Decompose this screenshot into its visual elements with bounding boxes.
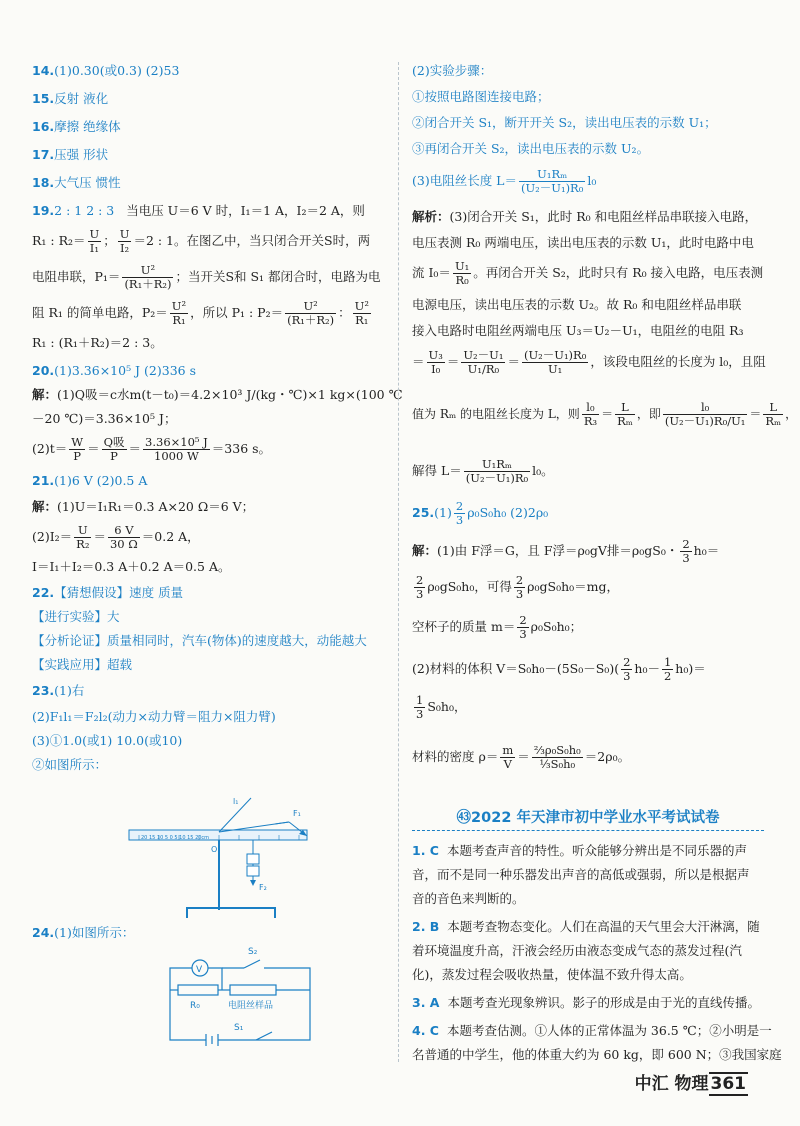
section-rule: [412, 830, 764, 831]
mc-1-line3: 音的音色来判断的。: [412, 891, 525, 906]
circuit-voltmeter: V: [196, 965, 203, 975]
answer-17: 17.压强 形状: [32, 147, 109, 162]
answer-20-sol1: 解：(1)Q吸＝c水m(t－t₀)＝4.2×10³ J/(kg・℃)×1 kg×(100 ℃: [32, 387, 403, 402]
answer-24-step1: ①按照电路图连接电路；: [412, 89, 550, 104]
page-footer: [635, 1069, 748, 1096]
lever-label-f1: F₁: [293, 809, 301, 818]
answer-15: 15.反射 液化: [32, 91, 109, 106]
answer-18: 18.大气压 惯性: [32, 175, 121, 190]
mc-4-line2: 名普通的中学生，他的体重大约为 60 kg，即 600 N；③我国家庭: [412, 1047, 782, 1062]
answer-24-step2: ②闭合开关 S₁，断开开关 S₂，读出电压表的示数 U₁；: [412, 115, 717, 130]
answer-21: 21.(1)6 V (2)0.5 A: [32, 473, 148, 488]
answer-24-1: 24.(1)如图所示：: [32, 925, 135, 940]
answer-19-line2: R₁ : R₂＝ $\frac{U}{\text{I₁}}$ ； $\frac{U}{\text{I₂}}$ ＝2 : 1。在图乙中，当只闭合开关S时，两: [32, 227, 371, 255]
answer-22d: 【实践应用】超载: [32, 657, 133, 672]
page-number: 361: [710, 1074, 746, 1094]
analysis-line6: ＝ $\frac{\text{U₃}}{\text{I₀}}$ ＝ $\frac{\text{U₂－U₁}}{\text{U₁/R₀}}$ ＝ $\frac{\text{(U₂－U₁)R₀}}{\text{U₁}}$ ，该段电阻丝的长度为 l₀，且阻: [412, 348, 766, 376]
answer-25: 25.(1) $\frac{2}{3}$ ρ₀S₀h₀ (2)2ρ₀: [412, 499, 549, 527]
circuit-s1: S₁: [234, 1023, 244, 1033]
answer-23-4: ②如图所示：: [32, 757, 108, 772]
answer-20-sol3: (2)t＝ $\frac{W}{P}$ ＝ $\frac{\text{Q吸}}{P}$ ＝ $\frac{\text{3.36×10⁵ J}}{1000 W}$ ＝336 s。: [32, 435, 272, 463]
answer-23-3: (3)①1.0(或1) 10.0(或10): [32, 733, 183, 748]
analysis-line5: 接入电路时电阻丝两端电压 U₃＝U₂－U₁，电阻丝的电阻 R₃: [412, 323, 744, 338]
answer-22c: 【分析论证】质量相同时，汽车(物体)的速度越大，动能越大: [32, 633, 367, 648]
circuit-s2: S₂: [248, 947, 258, 957]
column-divider: [398, 62, 399, 1062]
lever-label-f2: F₂: [259, 883, 267, 892]
answer-16: 16.摩擦 绝缘体: [32, 119, 121, 134]
mc-2-line3: 化)，蒸发过程会吸收热量，使体温不致升得太高。: [412, 967, 692, 982]
circuit-r0: R₀: [190, 1001, 200, 1011]
answer-22b: 【进行实验】大: [32, 609, 120, 624]
answer-19-line1: 19.2 : 1 2 : 3 当电压 U＝6 V 时，I₁＝1 A，I₂＝2 A，则: [32, 203, 365, 218]
answer-25-sol6: 材料的密度 ρ＝ $\frac{m}{V}$ ＝ $\frac{\text{⅔ρ₀S₀h₀}}{\text{⅓S₀h₀}}$ ＝2ρ₀。: [412, 743, 631, 771]
answer-25-sol2: $\frac{2}{3}$ ρ₀gS₀h₀，可得 $\frac{2}{3}$ ρ₀gS₀h₀＝mg，: [416, 573, 620, 601]
analysis-line2: 电压表测 R₀ 两端电压，读出电压表的示数 U₁，此时电路中电: [412, 235, 754, 250]
answer-25-sol3: 空杯子的质量 m＝ $\frac{2}{3}$ ρ₀S₀h₀；: [412, 613, 583, 641]
answer-24-step3: ③再闭合开关 S₂，读出电压表的示数 U₂。: [412, 141, 650, 156]
answer-24-3: (3)电阻丝长度 L＝ $\frac{\text{U₁Rₘ}}{\text{(U₂－U₁)R₀}}$ l₀: [412, 167, 597, 195]
answer-24-2: (2)实验步骤：: [412, 63, 493, 78]
mc-2-line1: 2. B 本题考查物态变化。人们在高温的天气里会大汗淋漓，随: [412, 919, 760, 934]
section-badge: ㊸: [456, 810, 472, 826]
analysis-line8: 解得 L＝ $\frac{\text{U₁Rₘ}}{\text{(U₂－U₁)R₀}}$ l₀。: [412, 457, 554, 485]
lever-diagram: [125, 780, 315, 923]
answer-21-sol2: (2)I₂＝ $\frac{U}{\text{R₂}}$ ＝ $\frac{6 V}{30 \Omega}$ ＝0.2 A，: [32, 523, 200, 551]
answer-23-1: 23.(1)右: [32, 683, 85, 698]
answer-14: 14.(1)0.30(或0.3) (2)53: [32, 63, 180, 78]
answer-25-sol5: $\frac{1}{3}$ S₀h₀，: [416, 693, 467, 721]
answer-25-sol4: (2)材料的体积 V＝S₀h₀－(5S₀－S₀)( $\frac{2}{3}$ h₀－ $\frac{1}{2}$ h₀)＝: [412, 655, 706, 683]
analysis-line3: 流 I₀＝ $\frac{\text{U₁}}{\text{R₀}}$ 。再闭合开关 S₂，此时只有 R₀ 接入电路，电压表测: [412, 259, 764, 287]
answer-23-2: (2)F₁l₁＝F₂l₂(动力×动力臂＝阻力×阻力臂): [32, 709, 276, 724]
analysis-line1: 解析：(3)闭合开关 S₁，此时 R₀ 和电阻丝样品串联接入电路，: [412, 209, 758, 224]
mc-1-line2: 音，而不是同一种乐器发出声音的高低或强弱，所以是根据声: [412, 867, 750, 882]
circuit-sample: 电阻丝样品: [228, 1001, 274, 1011]
analysis-line4: 电源电压，读出电压表的示数 U₂。故 R₀ 和电阻丝样品串联: [412, 297, 742, 312]
lever-label-l1: l₁: [233, 797, 239, 806]
lever-label-o: O: [211, 845, 218, 854]
answer-19-line5: R₁ : (R₁＋R₂)＝2 : 3。: [32, 335, 163, 350]
lever-ticks: 20 15 10 5 0 5 10 15 20cm: [141, 835, 210, 841]
exam-section-title: ㊸2022 年天津市初中学业水平考试试卷: [456, 810, 720, 826]
answer-21-sol3: I＝I₁＋I₂＝0.3 A＋0.2 A＝0.5 A。: [32, 559, 231, 574]
mc-1-line1: 1. C 本题考查声音的特性。听众能够分辨出是不同乐器的声: [412, 843, 747, 858]
answer-20-sol2: －20 ℃)＝3.36×10⁵ J；: [32, 411, 177, 426]
mc-3-line1: 3. A 本题考查光现象辨识。影子的形成是由于光的直线传播。: [412, 995, 760, 1010]
answer-19-line3: 电阻串联，P₁＝ $\frac{\text{U²}}{\text{(R₁＋R₂)}}$ ；当开关S和 S₁ 都闭合时，电路为电: [32, 263, 381, 291]
answer-21-sol1: 解：(1)U＝I₁R₁＝0.3 A×20 Ω＝6 V；: [32, 499, 255, 514]
footer-brand: 中汇 物理: [634, 1074, 709, 1094]
analysis-line7: 值为 Rₘ 的电阻丝长度为 L，则 $\frac{\text{l₀}}{\text{R₃}}$ ＝ $\frac{L}{\text{Rₘ}}$ ，即 $\frac{\text{l₀}}{\text{(U₂－U₁)R₀/U₁}}$ ＝ $\frac{L}{\text{Rₘ}}$ ，: [412, 400, 798, 428]
answer-22a: 22.【猜想假设】速度 质量: [32, 585, 184, 600]
answer-20: 20.(1)3.36×10⁵ J (2)336 s: [32, 363, 196, 378]
mc-2-line2: 着环境温度升高，汗液会经历由液态变成气态的蒸发过程(汽: [412, 943, 742, 958]
answer-19-line4: 阻 R₁ 的简单电路，P₂＝ $\frac{\text{U²}}{\text{R₁}}$ ，所以 P₁ : P₂＝ $\frac{\text{U²}}{\text{(R₁＋R₂)}}$ ： $\frac{\text{U²}}{\text{R₁}}$: [32, 299, 369, 327]
circuit-diagram: [160, 942, 320, 1055]
answer-25-sol1: 解：(1)由 F浮＝G，且 F浮＝ρ₀gV排＝ρ₀gS₀・ $\frac{2}{3}$ h₀＝: [412, 537, 720, 565]
mc-4-line1: 4. C 本题考查估测。①人体的正常体温为 36.5 ℃；②小明是一: [412, 1023, 772, 1038]
